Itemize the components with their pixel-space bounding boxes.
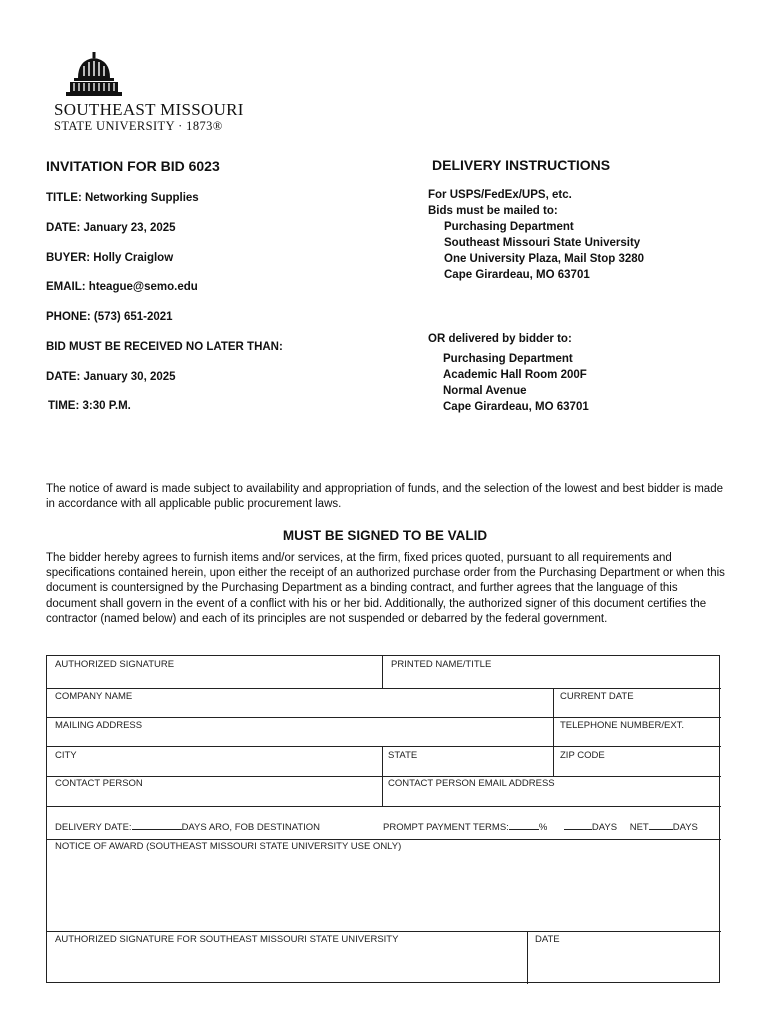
bidder-address-line: Cape Girardeau, MO 63701 (443, 401, 589, 413)
bidder-address-line: Purchasing Department (443, 353, 573, 365)
bid-heading: INVITATION FOR BID 6023 (46, 158, 220, 174)
bidder-agreement: The bidder hereby agrees to furnish items and/or services, at the firm, fixed prices quoted, pursuant to all requirements and specifications contained herein, upon either the receipt of an authorized purchase order from the Purchasing Department or when this document is countersigned by the Purchasing Department as a binding contract, and further agrees that the language of this document shall govern in the event of a conflict with his or her bid. Additionally, the authorized signer of this document certifies the contractor (named below) and each of its principles are not suspended or debarred by the federal government. (46, 552, 725, 625)
days-label: DAYS (591, 822, 618, 833)
bid-deadline-time: TIME: 3:30 P.M. (48, 400, 131, 412)
company-name-field[interactable]: COMPANY NAME (55, 691, 133, 702)
mail-address-line: One University Plaza, Mail Stop 3280 (444, 253, 645, 265)
bid-deadline-date: DATE: January 30, 2025 (46, 371, 176, 383)
delivery-heading: DELIVERY INSTRUCTIONS (432, 157, 611, 173)
bidder-address-line: Academic Hall Room 200F (443, 369, 587, 381)
logo-name: SOUTHEAST MISSOURI (54, 100, 244, 119)
bidder-address-line: Normal Avenue (443, 385, 527, 397)
city-field[interactable]: CITY (55, 750, 77, 761)
delivery-date-row (55, 820, 320, 833)
mail-address-line: Southeast Missouri State University (444, 237, 641, 249)
current-date-field[interactable]: CURRENT DATE (560, 691, 634, 702)
days-label-2: DAYS (672, 822, 698, 833)
net-days-input[interactable] (649, 820, 673, 830)
award-notice: The notice of award is made subject to availability and appropriation of funds, and the selection of the lowest and best bidder is made in accordance with all applicable public procurement laws. (46, 483, 723, 510)
bidder-intro: OR delivered by bidder to: (428, 333, 572, 345)
prompt-payment-label: PROMPT PAYMENT TERMS: (383, 822, 509, 833)
academic-hall-dome-icon (64, 52, 124, 98)
payment-days-input[interactable] (564, 820, 592, 830)
payment-percent-input[interactable] (509, 820, 539, 830)
signature-required-title: MUST BE SIGNED TO BE VALID (282, 528, 488, 543)
bid-buyer: BUYER: Holly Craiglow (46, 252, 174, 264)
contact-email-field[interactable]: CONTACT PERSON EMAIL ADDRESS (388, 778, 555, 789)
logo-subtitle: STATE UNIVERSITY · 1873® (54, 119, 223, 133)
mail-intro (428, 187, 572, 219)
mail-address-line: Purchasing Department (444, 221, 574, 233)
mail-intro-line-2: Bids must be mailed to: (428, 205, 558, 217)
contact-person-field[interactable]: CONTACT PERSON (55, 778, 143, 789)
mail-address-line: Cape Girardeau, MO 63701 (444, 269, 590, 281)
bidder-address (443, 351, 589, 415)
state-field[interactable]: STATE (388, 750, 418, 761)
semo-signature-field[interactable]: AUTHORIZED SIGNATURE FOR SOUTHEAST MISSOURI STATE UNIVERSITY (55, 934, 399, 945)
authorized-signature-field[interactable]: AUTHORIZED SIGNATURE (55, 659, 175, 670)
notice-of-award-field[interactable]: NOTICE OF AWARD (SOUTHEAST MISSOURI STATE UNIVERSITY USE ONLY) (55, 841, 402, 852)
bid-email: EMAIL: hteague@semo.edu (46, 281, 198, 293)
mail-intro-line-1: For USPS/FedEx/UPS, etc. (428, 189, 572, 201)
bidder-form (46, 655, 720, 983)
percent-label: % (538, 822, 548, 833)
bid-phone: PHONE: (573) 651-2021 (46, 311, 173, 323)
mail-address (444, 219, 644, 283)
bid-deadline-label: BID MUST BE RECEIVED NO LATER THAN: (46, 341, 283, 353)
telephone-field[interactable]: TELEPHONE NUMBER/EXT. (560, 720, 685, 731)
printed-name-field[interactable]: PRINTED NAME/TITLE (391, 659, 492, 670)
zip-code-field[interactable]: ZIP CODE (560, 750, 605, 761)
net-label: NET (629, 822, 649, 833)
mailing-address-field[interactable]: MAILING ADDRESS (55, 720, 143, 731)
payment-terms-row (383, 820, 698, 833)
delivery-date-label: DELIVERY DATE: (55, 822, 132, 833)
delivery-days-input[interactable] (132, 820, 182, 830)
semo-date-field[interactable]: DATE (535, 934, 560, 945)
bid-date: DATE: January 23, 2025 (46, 222, 176, 234)
bid-title: TITLE: Networking Supplies (46, 192, 199, 204)
days-aro-label: DAYS ARO, FOB DESTINATION (181, 822, 321, 833)
